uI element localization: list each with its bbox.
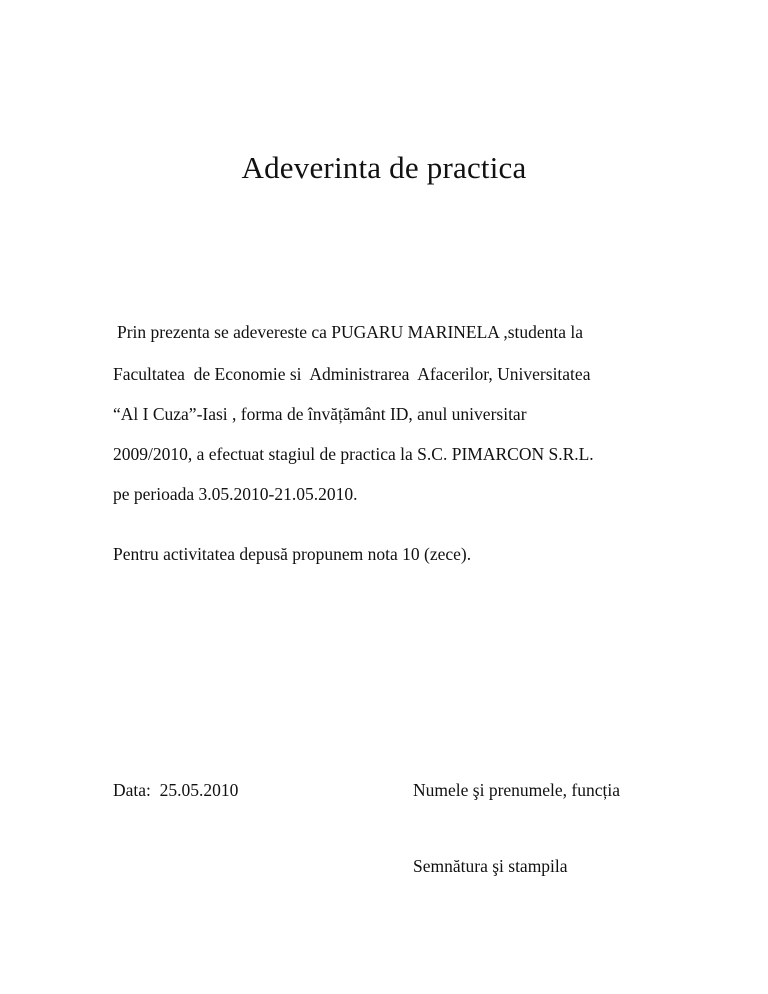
date-line: Data: 25.05.2010 [113, 780, 239, 800]
body-line-3: “Al I Cuza”-Iasi , forma de învățământ ID, anul universitar [113, 404, 527, 424]
body-line-4: 2009/2010, a efectuat stagiul de practica la S.C. PIMARCON S.R.L. [113, 444, 594, 464]
body-line-2: Facultatea de Economie si Administrarea Afacerilor, Universitatea [113, 364, 591, 384]
body-line-5: pe perioada 3.05.2010-21.05.2010. [113, 484, 358, 504]
document-title: Adeverinta de practica [241, 150, 527, 185]
body-line-1: Prin prezenta se adevereste ca PUGARU MARINELA ,studenta la [117, 322, 584, 342]
signature-name-label: Numele şi prenumele, funcția [413, 780, 621, 800]
signature-stamp-label: Semnătura şi stampila [413, 856, 568, 876]
grade-line: Pentru activitatea depusă propunem nota 10 (zece). [113, 544, 472, 564]
